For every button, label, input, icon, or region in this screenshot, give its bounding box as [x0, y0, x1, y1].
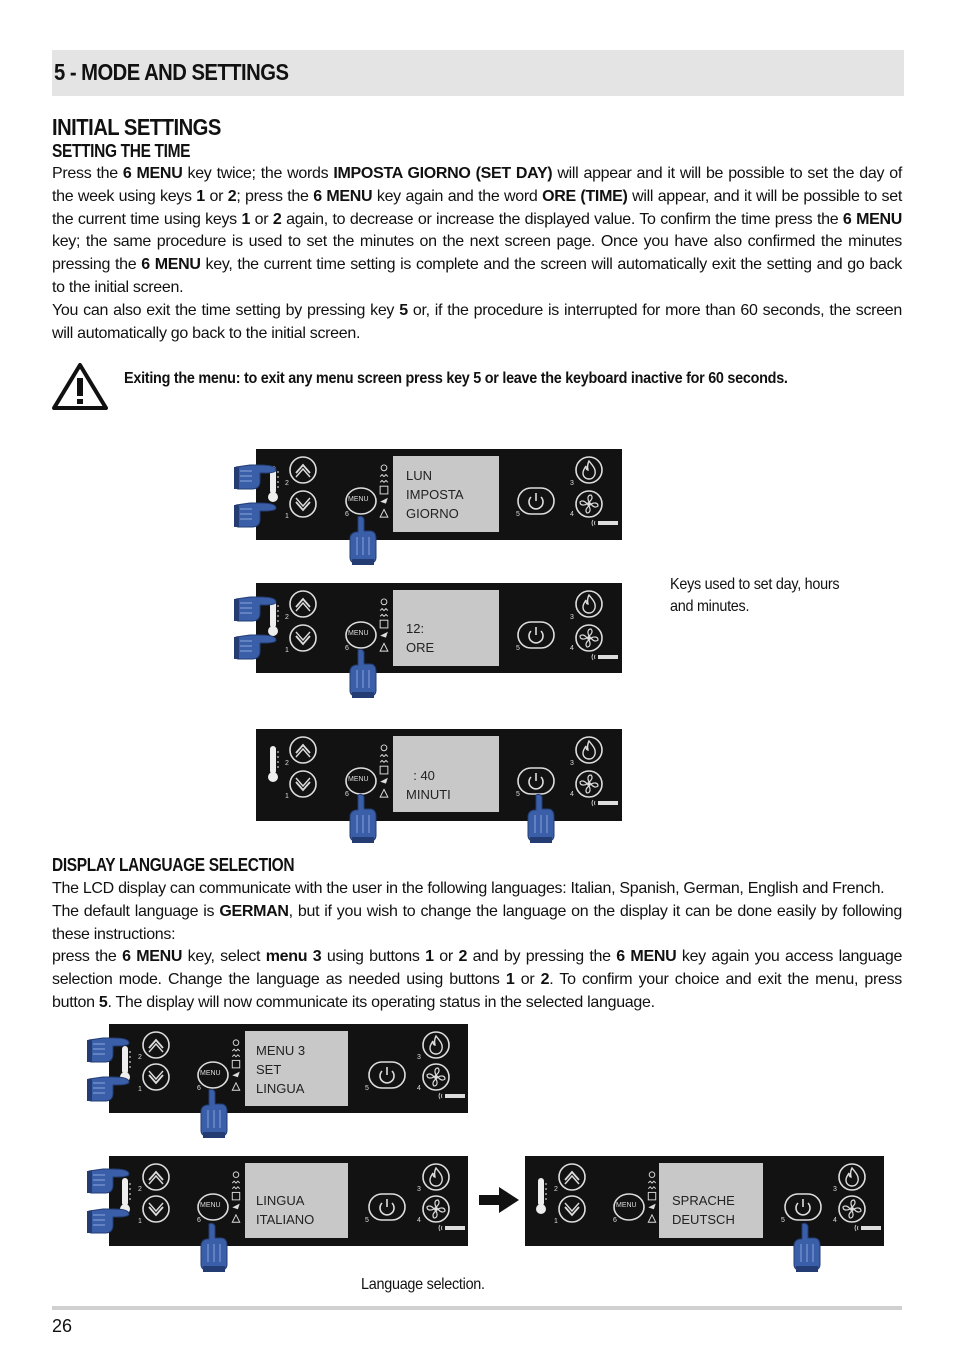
key-3-label: 3	[570, 760, 574, 767]
hand-pointer-icon	[348, 515, 378, 565]
lcd-display	[245, 1031, 348, 1106]
key-2-label: 2	[554, 1186, 558, 1193]
status-icons	[230, 1038, 242, 1094]
page-number: 26	[52, 1316, 73, 1336]
power-button-icon[interactable]	[367, 1060, 407, 1090]
up-button-icon[interactable]	[557, 1162, 587, 1192]
key-4-label: 4	[570, 645, 574, 652]
up-button-icon[interactable]	[141, 1162, 171, 1192]
display-language-paragraph-2: The default language is GERMAN, but if you wish to change the language on the display it can be done easily by following these instructions:	[52, 902, 902, 943]
key-2-label: 2	[138, 1054, 142, 1061]
key-2-label: 2	[285, 614, 289, 621]
menu-button-label: MENU	[200, 1202, 221, 1209]
section-header-bar	[52, 50, 904, 96]
lcd-line-2: ORE	[406, 640, 435, 655]
thermometer-icon	[534, 1176, 548, 1216]
lcd-line-1: 12:	[406, 621, 425, 636]
flame-button-icon[interactable]	[574, 735, 604, 765]
lcd-line-2: SET	[256, 1062, 282, 1077]
key-1-label: 1	[285, 793, 289, 800]
key-3-label: 3	[570, 480, 574, 487]
status-icons	[230, 1170, 242, 1226]
flame-button-icon[interactable]	[421, 1030, 451, 1060]
menu-button-label: MENU	[348, 496, 369, 503]
lcd-display	[393, 590, 499, 666]
status-icons	[378, 743, 390, 801]
down-button-icon[interactable]	[288, 489, 318, 519]
initial-settings-title: INITIAL SETTINGS	[52, 114, 221, 140]
key-6-label: 6	[197, 1085, 201, 1092]
hand-pointer-icon	[348, 648, 378, 698]
down-button-icon[interactable]	[141, 1062, 171, 1092]
up-button-icon[interactable]	[288, 589, 318, 619]
menu-button-label: MENU	[348, 630, 369, 637]
power-button-icon[interactable]	[367, 1192, 407, 1222]
key-5-label: 5	[781, 1217, 785, 1224]
fan-button-icon[interactable]	[421, 1062, 451, 1092]
key-1-label: 1	[138, 1086, 142, 1093]
beep-indicator-icon	[437, 1092, 467, 1100]
key-1-label: 1	[138, 1218, 142, 1225]
key-1-label: 1	[554, 1218, 558, 1225]
hand-pointer-icon	[87, 1205, 131, 1235]
control-panel-set-day	[256, 449, 622, 540]
key-2-label: 2	[285, 480, 289, 487]
key-6-label: 6	[345, 791, 349, 798]
lcd-line-3: LINGUA	[256, 1081, 305, 1096]
key-5-label: 5	[516, 791, 520, 798]
down-button-icon[interactable]	[288, 769, 318, 799]
lcd-line-3: GIORNO	[406, 506, 459, 521]
setting-time-paragraph-2: You can also exit the time setting by pressing key 5 or, if the procedure is interrupted for more than 60 seconds, the screen will automatically go back to the initial screen.	[52, 301, 902, 342]
flame-button-icon[interactable]	[574, 589, 604, 619]
lcd-line-1: LINGUA	[256, 1193, 305, 1208]
up-button-icon[interactable]	[288, 455, 318, 485]
lcd-display	[245, 1163, 348, 1238]
beep-indicator-icon	[590, 799, 620, 807]
language-selection-caption: Language selection.	[361, 1276, 485, 1293]
section-title: 5 - MODE AND SETTINGS	[54, 59, 289, 85]
display-language-paragraph-1: The LCD display can communicate with the user in the following languages: Italian, Spanish, German, English and French.	[52, 880, 885, 897]
setting-time-title: SETTING THE TIME	[52, 141, 191, 161]
fan-button-icon[interactable]	[421, 1194, 451, 1224]
menu-button-label: MENU	[348, 776, 369, 783]
hand-pointer-icon	[234, 631, 278, 661]
key-6-label: 6	[197, 1217, 201, 1224]
hand-pointer-icon	[199, 1222, 229, 1272]
down-button-icon[interactable]	[141, 1194, 171, 1224]
up-button-icon[interactable]	[141, 1030, 171, 1060]
control-panel-set-minutes	[256, 729, 622, 821]
key-1-label: 1	[285, 513, 289, 520]
hand-pointer-icon	[526, 793, 556, 843]
lcd-line-1: : 40	[406, 768, 435, 783]
key-1-label: 1	[285, 647, 289, 654]
beep-indicator-icon	[437, 1224, 467, 1232]
key-3-label: 3	[417, 1186, 421, 1193]
arrow-right-icon	[479, 1187, 519, 1213]
footer-divider	[52, 1306, 902, 1310]
key-4-label: 4	[833, 1217, 837, 1224]
thermometer-icon	[266, 744, 280, 784]
beep-indicator-icon	[590, 653, 620, 661]
control-panel-set-hours	[256, 583, 622, 673]
warning-triangle-icon	[52, 362, 108, 410]
lcd-display	[659, 1163, 763, 1238]
key-4-label: 4	[570, 511, 574, 518]
hand-pointer-icon	[792, 1222, 822, 1272]
hand-pointer-icon	[87, 1165, 131, 1195]
key-5-label: 5	[516, 511, 520, 518]
flame-button-icon[interactable]	[837, 1162, 867, 1192]
down-button-icon[interactable]	[288, 623, 318, 653]
power-button-icon[interactable]	[516, 486, 556, 516]
up-button-icon[interactable]	[288, 735, 318, 765]
status-icons	[378, 463, 390, 521]
control-panel-menu-3	[109, 1024, 468, 1113]
key-6-label: 6	[613, 1217, 617, 1224]
control-panel-lingua-italiano	[109, 1156, 468, 1246]
menu-button-label: MENU	[200, 1070, 221, 1077]
hand-pointer-icon	[234, 593, 278, 623]
lcd-display	[393, 736, 499, 812]
key-2-label: 2	[138, 1186, 142, 1193]
power-button-icon[interactable]	[516, 766, 556, 796]
hand-pointer-icon	[199, 1088, 229, 1138]
key-3-label: 3	[833, 1186, 837, 1193]
key-3-label: 3	[570, 614, 574, 621]
lcd-line-2: ITALIANO	[256, 1212, 315, 1227]
setting-time-paragraph-1: Press the 6 MENU key twice; the words IMPOSTA GIORNO (SET DAY) will appear and it will be possible to set the day of the week using keys 1 or 2; press the 6 MENU key again and the word ORE (TIME) will appear, and it will be possible to set the current time using keys 1 or 2 again, to decrease or increase the displayed value. To confirm the time press the 6 MENU key; the same procedure is used to set the minutes on the next screen page. Once you have also confirmed the minutes pressing the 6 MENU key, the current time setting is complete and the screen will automatically exit the setting and go back to the initial screen.	[52, 165, 902, 296]
hand-pointer-icon	[234, 461, 278, 491]
key-6-label: 6	[345, 511, 349, 518]
fan-button-icon[interactable]	[574, 489, 604, 519]
key-5-label: 5	[516, 645, 520, 652]
display-language-title: DISPLAY LANGUAGE SELECTION	[52, 855, 295, 875]
power-button-icon[interactable]	[783, 1192, 823, 1222]
hand-pointer-icon	[234, 499, 278, 529]
lcd-line-2: DEUTSCH	[672, 1212, 735, 1227]
lcd-line-1: MENU 3	[256, 1043, 306, 1058]
lcd-line-2: MINUTI	[406, 787, 451, 802]
status-icons	[646, 1170, 658, 1226]
warning-text: Exiting the menu: to exit any menu screen press key 5 or leave the keyboard inactive for 60 seconds.	[124, 370, 788, 387]
key-2-label: 2	[285, 760, 289, 767]
hand-pointer-icon	[348, 793, 378, 843]
fan-button-icon[interactable]	[574, 769, 604, 799]
beep-indicator-icon	[590, 519, 620, 527]
down-button-icon[interactable]	[557, 1194, 587, 1224]
lcd-line-2: IMPOSTA	[406, 487, 464, 502]
menu-button-label: MENU	[616, 1202, 637, 1209]
display-language-text	[52, 878, 902, 1015]
key-4-label: 4	[417, 1085, 421, 1092]
status-icons	[378, 597, 390, 655]
hand-pointer-icon	[87, 1034, 131, 1064]
control-panel-sprache-deutsch	[525, 1156, 884, 1246]
key-5-label: 5	[365, 1217, 369, 1224]
key-4-label: 4	[417, 1217, 421, 1224]
lcd-display	[393, 456, 499, 532]
flame-button-icon[interactable]	[574, 455, 604, 485]
keys-used-caption: Keys used to set day, hours and minutes.	[670, 576, 840, 615]
setting-time-text	[52, 163, 902, 345]
fan-button-icon[interactable]	[574, 623, 604, 653]
key-3-label: 3	[417, 1054, 421, 1061]
hand-pointer-icon	[87, 1073, 131, 1103]
key-5-label: 5	[365, 1085, 369, 1092]
lcd-line-1: SPRACHE	[672, 1193, 735, 1208]
beep-indicator-icon	[853, 1224, 883, 1232]
fan-button-icon[interactable]	[837, 1194, 867, 1224]
flame-button-icon[interactable]	[421, 1162, 451, 1192]
lcd-line-1: LUN	[406, 468, 433, 483]
power-button-icon[interactable]	[516, 620, 556, 650]
key-4-label: 4	[570, 791, 574, 798]
key-6-label: 6	[345, 645, 349, 652]
display-language-paragraph-3: press the 6 MENU key, select menu 3 using buttons 1 or 2 and by pressing the 6 MENU key again you access language selection mode. Change the language as needed using buttons 1 or 2. To confirm your choice and exit the menu, press button 5. The display will now communicate its operating status in the selected language.	[52, 948, 903, 1011]
